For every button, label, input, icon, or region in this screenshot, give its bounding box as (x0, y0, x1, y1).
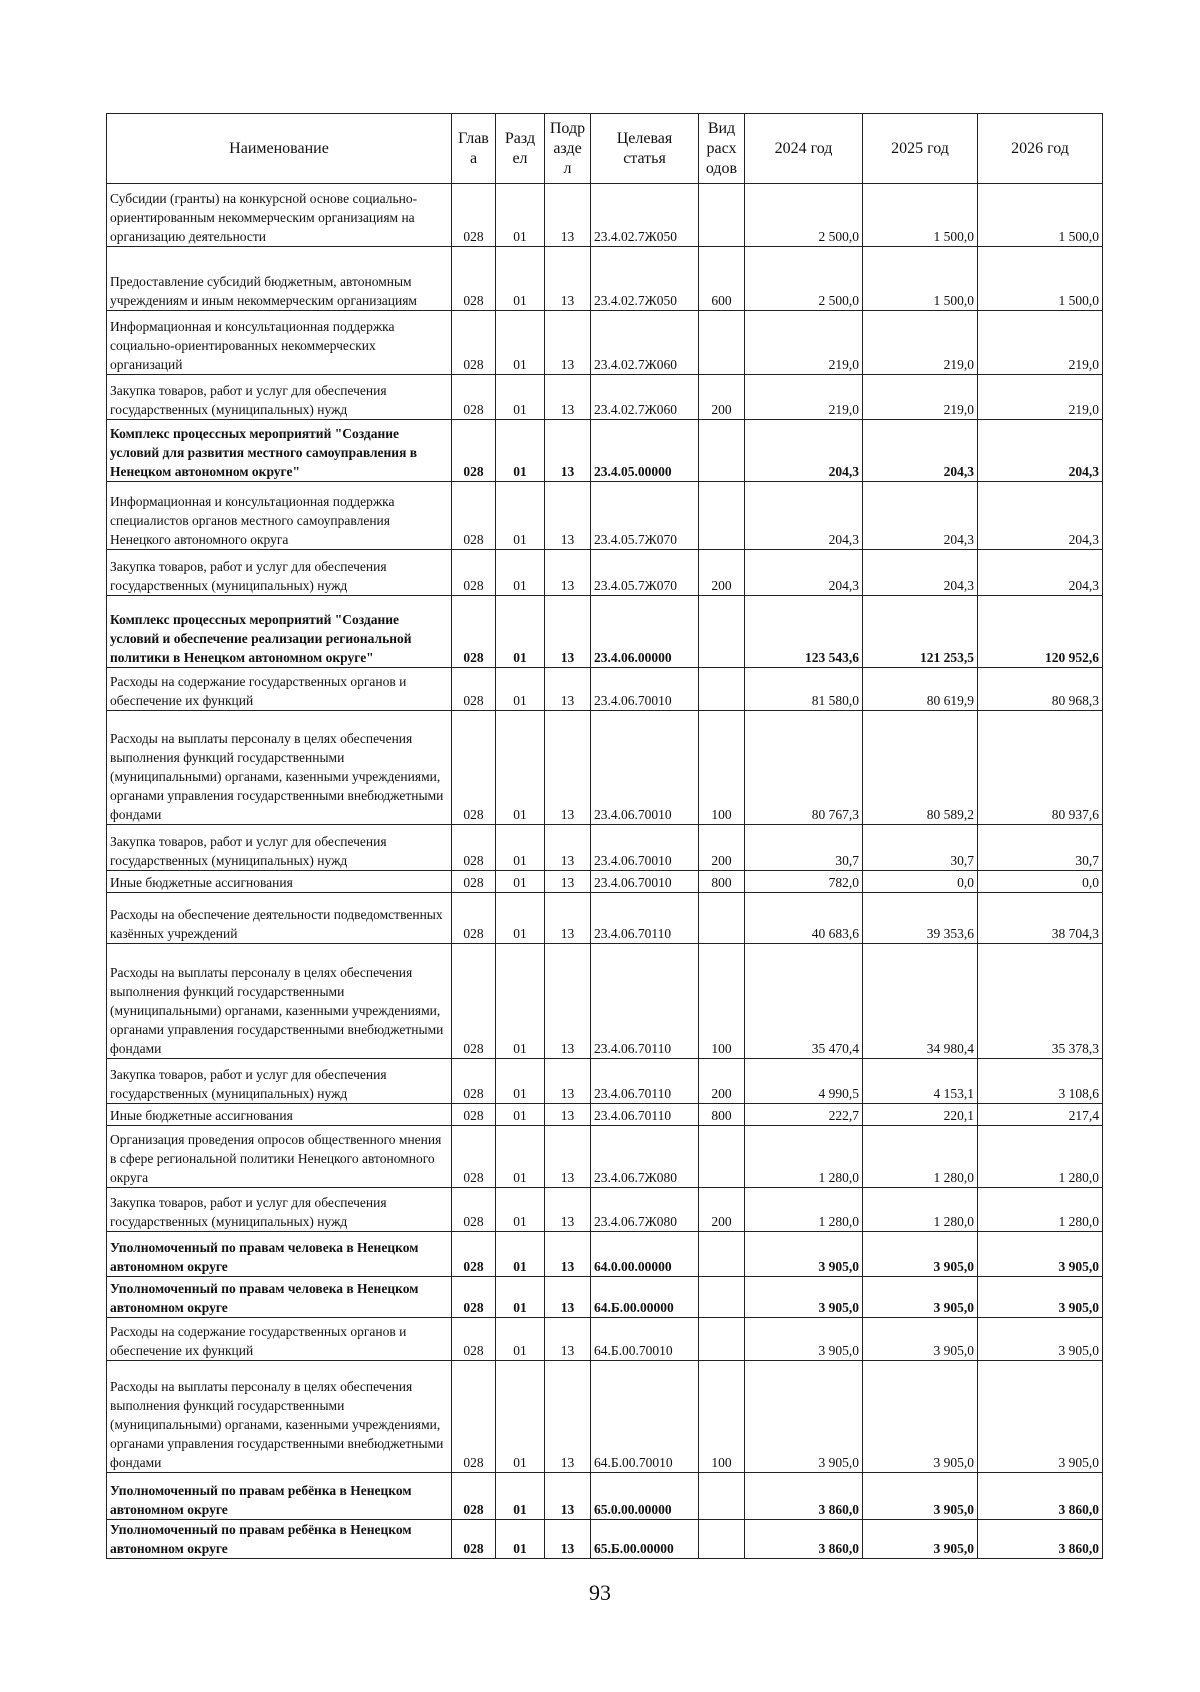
cell-2026: 204,3 (978, 482, 1103, 550)
cell-razdel: 01 (496, 1520, 545, 1559)
cell-podrazdel: 13 (545, 1104, 591, 1126)
cell-vid: 200 (699, 1059, 745, 1104)
cell-2026: 35 378,3 (978, 944, 1103, 1059)
cell-2024: 3 905,0 (745, 1232, 863, 1277)
cell-target: 23.4.06.70010 (591, 825, 699, 871)
cell-target: 23.4.06.70110 (591, 893, 699, 944)
cell-target: 23.4.06.70110 (591, 944, 699, 1059)
cell-2025: 34 980,4 (863, 944, 978, 1059)
cell-razdel: 01 (496, 550, 545, 596)
cell-glava: 028 (452, 1126, 496, 1188)
table-row (107, 871, 1103, 893)
cell-2026: 3 860,0 (978, 1473, 1103, 1520)
table-row (107, 184, 1103, 247)
cell-razdel: 01 (496, 1318, 545, 1361)
table-row (107, 311, 1103, 375)
cell-target: 65.Б.00.00000 (591, 1520, 699, 1559)
cell-2024: 3 860,0 (745, 1473, 863, 1520)
cell-name: Комплекс процессных мероприятий "Создание условий для развития местного самоуправления в Ненецком автономном округе" (107, 420, 452, 482)
cell-2026: 1 500,0 (978, 184, 1103, 247)
table-row (107, 668, 1103, 711)
table-row (107, 1126, 1103, 1188)
cell-razdel: 01 (496, 668, 545, 711)
cell-podrazdel: 13 (545, 375, 591, 420)
cell-2025: 3 905,0 (863, 1232, 978, 1277)
cell-razdel: 01 (496, 825, 545, 871)
cell-2024: 204,3 (745, 482, 863, 550)
cell-name: Уполномоченный по правам ребёнка в Ненецком автономном округе (107, 1520, 452, 1559)
cell-2026: 204,3 (978, 550, 1103, 596)
cell-target: 23.4.05.7Ж070 (591, 482, 699, 550)
cell-2026: 217,4 (978, 1104, 1103, 1126)
cell-glava: 028 (452, 482, 496, 550)
cell-vid (699, 893, 745, 944)
table-row (107, 825, 1103, 871)
header-name: Наименование (107, 114, 452, 184)
cell-target: 23.4.02.7Ж060 (591, 311, 699, 375)
cell-name: Расходы на содержание государственных органов и обеспечение их функций (107, 1318, 452, 1361)
cell-2025: 3 905,0 (863, 1520, 978, 1559)
cell-name: Предоставление субсидий бюджетным, автономным учреждениям и иным некоммерческим организациям (107, 247, 452, 311)
cell-vid: 200 (699, 550, 745, 596)
table-row (107, 550, 1103, 596)
cell-name: Информационная и консультационная поддержка социально-ориентированных некоммерческих организаций (107, 311, 452, 375)
cell-2024: 30,7 (745, 825, 863, 871)
table-row (107, 1232, 1103, 1277)
cell-target: 23.4.06.70110 (591, 1104, 699, 1126)
cell-target: 23.4.05.00000 (591, 420, 699, 482)
cell-name: Уполномоченный по правам человека в Ненецком автономном округе (107, 1277, 452, 1318)
cell-target: 23.4.02.7Ж060 (591, 375, 699, 420)
table-row (107, 1059, 1103, 1104)
header-target: Целевая статья (591, 114, 699, 184)
cell-2026: 3 108,6 (978, 1059, 1103, 1104)
cell-2025: 39 353,6 (863, 893, 978, 944)
table-row (107, 893, 1103, 944)
header-2024: 2024 год (745, 114, 863, 184)
cell-razdel: 01 (496, 1277, 545, 1318)
table-row (107, 420, 1103, 482)
cell-vid (699, 1232, 745, 1277)
cell-2025: 204,3 (863, 550, 978, 596)
cell-podrazdel: 13 (545, 1126, 591, 1188)
header-2025: 2025 год (863, 114, 978, 184)
cell-2026: 120 952,6 (978, 596, 1103, 668)
cell-razdel: 01 (496, 1361, 545, 1473)
cell-2026: 219,0 (978, 375, 1103, 420)
cell-podrazdel: 13 (545, 420, 591, 482)
cell-name: Уполномоченный по правам человека в Ненецком автономном округе (107, 1232, 452, 1277)
table-row (107, 482, 1103, 550)
cell-2026: 1 280,0 (978, 1188, 1103, 1232)
cell-2026: 3 860,0 (978, 1520, 1103, 1559)
cell-2025: 4 153,1 (863, 1059, 978, 1104)
cell-glava: 028 (452, 944, 496, 1059)
cell-2026: 3 905,0 (978, 1361, 1103, 1473)
cell-razdel: 01 (496, 871, 545, 893)
cell-2024: 80 767,3 (745, 711, 863, 825)
cell-vid (699, 1126, 745, 1188)
cell-name: Закупка товаров, работ и услуг для обеспечения государственных (муниципальных) нужд (107, 825, 452, 871)
cell-podrazdel: 13 (545, 668, 591, 711)
table-row (107, 596, 1103, 668)
table-row (107, 1473, 1103, 1520)
cell-name: Расходы на выплаты персоналу в целях обеспечения выполнения функций государственными (муниципальными) органами, казенными учреждениями, органами управления государственными внебюджетными фондами (107, 944, 452, 1059)
cell-name: Закупка товаров, работ и услуг для обеспечения государственных (муниципальных) нужд (107, 1059, 452, 1104)
cell-target: 23.4.05.7Ж070 (591, 550, 699, 596)
cell-glava: 028 (452, 871, 496, 893)
cell-target: 23.4.06.7Ж080 (591, 1126, 699, 1188)
cell-podrazdel: 13 (545, 311, 591, 375)
cell-vid: 100 (699, 1361, 745, 1473)
cell-podrazdel: 13 (545, 893, 591, 944)
table-row (107, 1361, 1103, 1473)
cell-2025: 3 905,0 (863, 1361, 978, 1473)
header-glava: Глав а (452, 114, 496, 184)
cell-vid (699, 668, 745, 711)
cell-name: Комплекс процессных мероприятий "Создание условий и обеспечение реализации региональной политики в Ненецком автономном округе" (107, 596, 452, 668)
cell-vid (699, 184, 745, 247)
cell-razdel: 01 (496, 1126, 545, 1188)
cell-vid: 800 (699, 1104, 745, 1126)
cell-glava: 028 (452, 247, 496, 311)
cell-glava: 028 (452, 420, 496, 482)
cell-vid: 800 (699, 871, 745, 893)
cell-razdel: 01 (496, 482, 545, 550)
cell-podrazdel: 13 (545, 1473, 591, 1520)
cell-glava: 028 (452, 1188, 496, 1232)
cell-glava: 028 (452, 825, 496, 871)
cell-razdel: 01 (496, 1473, 545, 1520)
cell-2024: 204,3 (745, 420, 863, 482)
cell-glava: 028 (452, 1520, 496, 1559)
cell-razdel: 01 (496, 1188, 545, 1232)
header-razdel: Разд ел (496, 114, 545, 184)
cell-razdel: 01 (496, 1104, 545, 1126)
cell-name: Расходы на содержание государственных органов и обеспечение их функций (107, 668, 452, 711)
table-row (107, 1277, 1103, 1318)
cell-podrazdel: 13 (545, 1520, 591, 1559)
cell-2024: 40 683,6 (745, 893, 863, 944)
cell-2024: 782,0 (745, 871, 863, 893)
cell-podrazdel: 13 (545, 1059, 591, 1104)
cell-razdel: 01 (496, 711, 545, 825)
cell-name: Информационная и консультационная поддержка специалистов органов местного самоуправления Ненецкого автономного округа (107, 482, 452, 550)
cell-vid (699, 482, 745, 550)
cell-2024: 222,7 (745, 1104, 863, 1126)
cell-razdel: 01 (496, 1059, 545, 1104)
cell-name: Закупка товаров, работ и услуг для обеспечения государственных (муниципальных) нужд (107, 550, 452, 596)
cell-2024: 4 990,5 (745, 1059, 863, 1104)
cell-podrazdel: 13 (545, 596, 591, 668)
cell-glava: 028 (452, 375, 496, 420)
cell-target: 23.4.06.70010 (591, 668, 699, 711)
cell-target: 64.Б.00.70010 (591, 1361, 699, 1473)
table-row (107, 711, 1103, 825)
cell-target: 23.4.06.7Ж080 (591, 1188, 699, 1232)
cell-vid (699, 420, 745, 482)
cell-vid (699, 1318, 745, 1361)
cell-podrazdel: 13 (545, 1188, 591, 1232)
cell-target: 23.4.06.70010 (591, 711, 699, 825)
cell-target: 65.0.00.00000 (591, 1473, 699, 1520)
cell-2026: 3 905,0 (978, 1318, 1103, 1361)
cell-razdel: 01 (496, 184, 545, 247)
cell-target: 23.4.02.7Ж050 (591, 184, 699, 247)
cell-podrazdel: 13 (545, 871, 591, 893)
cell-glava: 028 (452, 1473, 496, 1520)
cell-2024: 3 905,0 (745, 1361, 863, 1473)
cell-2025: 1 500,0 (863, 247, 978, 311)
cell-name: Расходы на выплаты персоналу в целях обеспечения выполнения функций государственными (муниципальными) органами, казенными учреждениями, органами управления государственными внебюджетными фондами (107, 711, 452, 825)
cell-razdel: 01 (496, 375, 545, 420)
cell-2024: 1 280,0 (745, 1126, 863, 1188)
cell-glava: 028 (452, 1232, 496, 1277)
cell-glava: 028 (452, 596, 496, 668)
cell-podrazdel: 13 (545, 1232, 591, 1277)
cell-target: 23.4.06.70010 (591, 871, 699, 893)
header-podrazdel: Подр азде л (545, 114, 591, 184)
cell-glava: 028 (452, 550, 496, 596)
cell-2024: 2 500,0 (745, 184, 863, 247)
cell-vid (699, 1473, 745, 1520)
table-row (107, 1188, 1103, 1232)
cell-target: 64.0.00.00000 (591, 1232, 699, 1277)
cell-vid (699, 596, 745, 668)
cell-2025: 3 905,0 (863, 1318, 978, 1361)
table-row (107, 1520, 1103, 1559)
cell-glava: 028 (452, 893, 496, 944)
cell-2024: 3 860,0 (745, 1520, 863, 1559)
cell-2024: 81 580,0 (745, 668, 863, 711)
cell-podrazdel: 13 (545, 944, 591, 1059)
cell-glava: 028 (452, 184, 496, 247)
cell-name: Субсидии (гранты) на конкурсной основе социально-ориентированным некоммерческим организациям на организацию деятельности (107, 184, 452, 247)
cell-razdel: 01 (496, 247, 545, 311)
cell-podrazdel: 13 (545, 482, 591, 550)
cell-name: Иные бюджетные ассигнования (107, 1104, 452, 1126)
cell-podrazdel: 13 (545, 550, 591, 596)
cell-glava: 028 (452, 711, 496, 825)
cell-2025: 0,0 (863, 871, 978, 893)
budget-table (106, 113, 1103, 1559)
header-vid: Вид расх одов (699, 114, 745, 184)
cell-glava: 028 (452, 1059, 496, 1104)
cell-2024: 3 905,0 (745, 1277, 863, 1318)
cell-2026: 80 937,6 (978, 711, 1103, 825)
cell-2024: 1 280,0 (745, 1188, 863, 1232)
cell-2025: 121 253,5 (863, 596, 978, 668)
cell-name: Расходы на обеспечение деятельности подведомственных казённых учреждений (107, 893, 452, 944)
cell-vid (699, 1277, 745, 1318)
cell-2026: 204,3 (978, 420, 1103, 482)
cell-2025: 30,7 (863, 825, 978, 871)
cell-2025: 3 905,0 (863, 1473, 978, 1520)
cell-2026: 1 500,0 (978, 247, 1103, 311)
cell-2026: 3 905,0 (978, 1232, 1103, 1277)
header-2026: 2026 год (978, 114, 1103, 184)
cell-2025: 204,3 (863, 420, 978, 482)
cell-razdel: 01 (496, 893, 545, 944)
cell-vid: 200 (699, 375, 745, 420)
cell-target: 23.4.02.7Ж050 (591, 247, 699, 311)
table-row (107, 1104, 1103, 1126)
cell-name: Закупка товаров, работ и услуг для обеспечения государственных (муниципальных) нужд (107, 375, 452, 420)
cell-vid: 100 (699, 944, 745, 1059)
cell-2025: 80 589,2 (863, 711, 978, 825)
cell-vid: 200 (699, 825, 745, 871)
header-row (107, 114, 1103, 184)
cell-2024: 35 470,4 (745, 944, 863, 1059)
cell-2026: 219,0 (978, 311, 1103, 375)
cell-vid: 600 (699, 247, 745, 311)
cell-glava: 028 (452, 668, 496, 711)
cell-razdel: 01 (496, 944, 545, 1059)
cell-razdel: 01 (496, 596, 545, 668)
cell-vid: 100 (699, 711, 745, 825)
cell-2026: 3 905,0 (978, 1277, 1103, 1318)
cell-2026: 38 704,3 (978, 893, 1103, 944)
cell-target: 64.Б.00.70010 (591, 1318, 699, 1361)
cell-name: Расходы на выплаты персоналу в целях обеспечения выполнения функций государственными (муниципальными) органами, казенными учреждениями, органами управления государственными внебюджетными фондами (107, 1361, 452, 1473)
cell-vid (699, 1520, 745, 1559)
cell-podrazdel: 13 (545, 184, 591, 247)
cell-glava: 028 (452, 1318, 496, 1361)
cell-razdel: 01 (496, 311, 545, 375)
cell-2025: 1 280,0 (863, 1188, 978, 1232)
cell-2024: 219,0 (745, 311, 863, 375)
table-row (107, 375, 1103, 420)
table-row (107, 1318, 1103, 1361)
cell-vid: 200 (699, 1188, 745, 1232)
cell-2024: 219,0 (745, 375, 863, 420)
cell-glava: 028 (452, 1104, 496, 1126)
cell-2024: 123 543,6 (745, 596, 863, 668)
cell-2024: 2 500,0 (745, 247, 863, 311)
cell-glava: 028 (452, 1277, 496, 1318)
cell-podrazdel: 13 (545, 1318, 591, 1361)
cell-2024: 204,3 (745, 550, 863, 596)
cell-podrazdel: 13 (545, 1277, 591, 1318)
cell-name: Закупка товаров, работ и услуг для обеспечения государственных (муниципальных) нужд (107, 1188, 452, 1232)
cell-2025: 219,0 (863, 311, 978, 375)
cell-podrazdel: 13 (545, 247, 591, 311)
cell-2026: 80 968,3 (978, 668, 1103, 711)
cell-target: 23.4.06.00000 (591, 596, 699, 668)
cell-2025: 1 500,0 (863, 184, 978, 247)
table-row (107, 247, 1103, 311)
cell-target: 64.Б.00.00000 (591, 1277, 699, 1318)
cell-name: Иные бюджетные ассигнования (107, 871, 452, 893)
cell-2026: 1 280,0 (978, 1126, 1103, 1188)
cell-2025: 204,3 (863, 482, 978, 550)
page-number: 93 (589, 1580, 611, 1605)
cell-2025: 1 280,0 (863, 1126, 978, 1188)
cell-2025: 3 905,0 (863, 1277, 978, 1318)
cell-glava: 028 (452, 1361, 496, 1473)
cell-glava: 028 (452, 311, 496, 375)
cell-name: Организация проведения опросов общественного мнения в сфере региональной политики Ненецкого автономного округа (107, 1126, 452, 1188)
cell-2025: 80 619,9 (863, 668, 978, 711)
table-row (107, 944, 1103, 1059)
cell-razdel: 01 (496, 420, 545, 482)
cell-podrazdel: 13 (545, 825, 591, 871)
cell-2024: 3 905,0 (745, 1318, 863, 1361)
cell-name: Уполномоченный по правам ребёнка в Ненецком автономном округе (107, 1473, 452, 1520)
cell-vid (699, 311, 745, 375)
cell-podrazdel: 13 (545, 711, 591, 825)
cell-razdel: 01 (496, 1232, 545, 1277)
cell-2025: 219,0 (863, 375, 978, 420)
cell-podrazdel: 13 (545, 1361, 591, 1473)
cell-2026: 0,0 (978, 871, 1103, 893)
cell-2026: 30,7 (978, 825, 1103, 871)
cell-2025: 220,1 (863, 1104, 978, 1126)
cell-target: 23.4.06.70110 (591, 1059, 699, 1104)
